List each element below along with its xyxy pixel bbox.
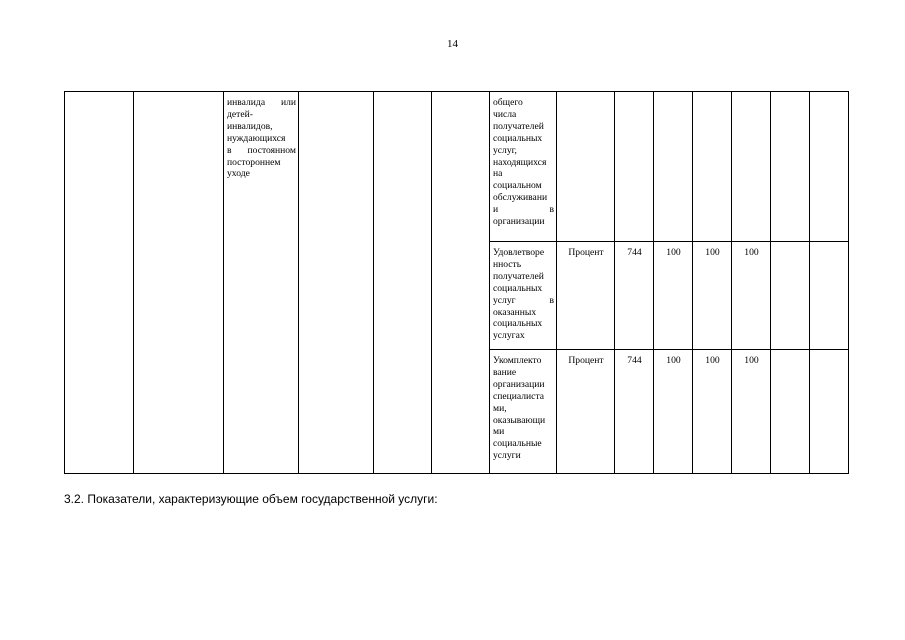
text-line: социальные <box>493 438 542 450</box>
text-line: социальном <box>493 180 542 192</box>
value-cell <box>732 92 771 242</box>
page-number: 14 <box>447 38 458 50</box>
text-line: общего <box>493 97 523 108</box>
text-line: нуждающихся <box>227 132 286 144</box>
text-line: детей- <box>227 108 253 120</box>
table-cell <box>771 92 810 242</box>
text-line: получателей <box>493 270 544 282</box>
text-line: в постоянном <box>227 144 296 156</box>
text-line: обслуживани <box>493 192 548 204</box>
value-cell: 100 <box>732 242 771 350</box>
text-line: вание <box>493 366 517 378</box>
service-condition-cell <box>224 92 299 474</box>
text-line: на <box>493 168 503 180</box>
text-line: организации <box>493 378 545 390</box>
value-cell: 100 <box>693 242 732 350</box>
unit-cell <box>557 92 615 242</box>
table-cell <box>299 92 374 474</box>
table-cell <box>134 92 224 474</box>
code-cell: 744 <box>615 242 654 350</box>
text-line: услуг, <box>493 144 517 156</box>
value-cell <box>693 92 732 242</box>
unit-cell: Процент <box>557 242 615 350</box>
text-line: оказывающи <box>493 414 546 426</box>
text-line: инвалида или <box>227 97 296 108</box>
value-cell: 100 <box>654 242 693 350</box>
text-line: находящихся <box>493 156 547 168</box>
indicator-name-cell <box>490 92 557 242</box>
text-line: числа <box>493 108 517 120</box>
section-heading: 3.2. Показатели, характеризующие объем государственной услуги: <box>64 492 438 506</box>
text-line: Укомплекто <box>493 355 542 366</box>
table-cell <box>771 242 810 350</box>
table-row <box>65 92 849 242</box>
text-line: социальных <box>493 132 543 144</box>
text-line: Удовлетворе <box>493 247 545 258</box>
text-line: социальных <box>493 282 543 294</box>
indicators-table <box>64 91 849 474</box>
value-cell <box>654 92 693 242</box>
text-line: услугах <box>493 330 525 342</box>
table-cell <box>432 92 490 474</box>
table-cell <box>771 350 810 474</box>
value-cell: 100 <box>732 350 771 474</box>
text-line: ми <box>493 426 505 438</box>
indicator-name-cell <box>490 350 557 474</box>
text-line: специалиста <box>493 390 545 402</box>
value-cell: 100 <box>693 350 732 474</box>
unit-cell: Процент <box>557 350 615 474</box>
indicator-name-cell <box>490 242 557 350</box>
table-cell <box>65 92 134 474</box>
text-line: постороннем <box>227 156 281 168</box>
text-line: организации <box>493 216 545 228</box>
text-line: инвалидов, <box>227 120 273 132</box>
text-line: услуг в <box>493 294 554 306</box>
text-line: услуги <box>493 450 521 462</box>
table-cell <box>810 92 849 242</box>
text-line: уходе <box>227 168 250 180</box>
text-line: социальных <box>493 318 543 330</box>
table-cell <box>810 350 849 474</box>
text-line: нность <box>493 258 522 270</box>
text-line: оказанных <box>493 306 537 318</box>
table-cell <box>810 242 849 350</box>
value-cell: 100 <box>654 350 693 474</box>
text-line: и в <box>493 204 554 216</box>
text-line: ми, <box>493 402 507 414</box>
table-cell <box>374 92 432 474</box>
code-cell: 744 <box>615 350 654 474</box>
code-cell <box>615 92 654 242</box>
text-line: получателей <box>493 120 544 132</box>
